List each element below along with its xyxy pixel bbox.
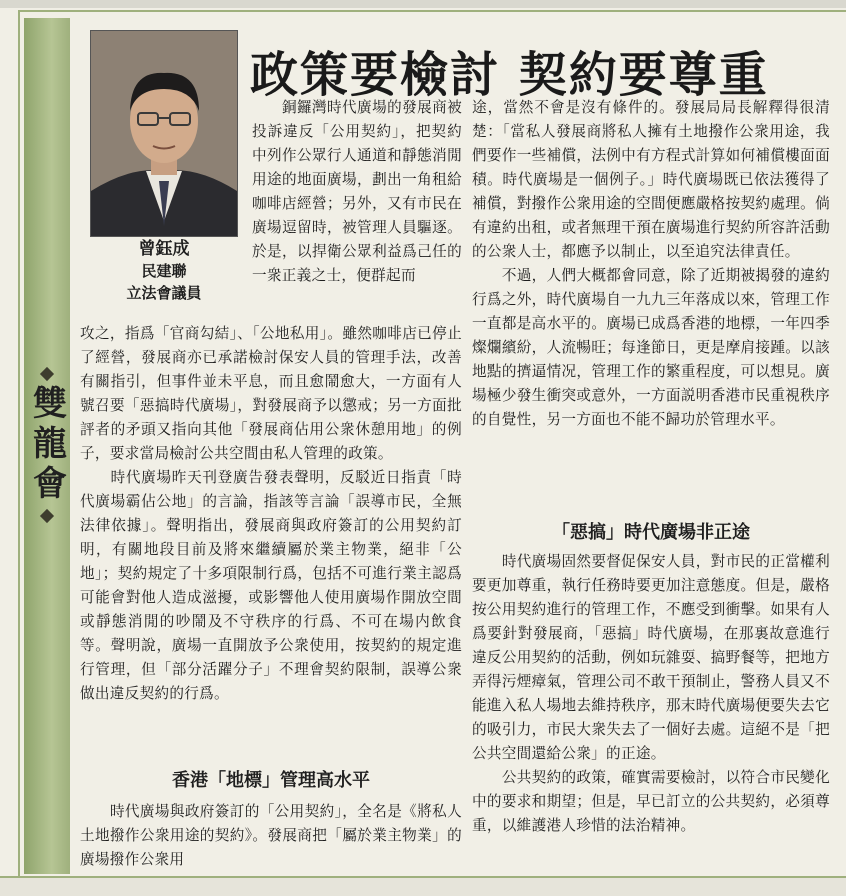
article-intro-top: 銅鑼灣時代廣場的發展商被投訴違反「公用契約」，把契約中列作公眾行人通道和靜態消閒用途的地面廣場，劃出一角租給咖啡店經營；另外，又有市民在廣場逗留時，被管理人員驅逐。於是，以捍衛公眾利益爲己任的一衆正義之士，便群起而 [252,99,462,284]
bottom-band [0,876,846,896]
column-name: 雙龍會 [26,385,67,505]
subhead-spoof: 「惡搞」時代廣場非正途 [552,522,750,543]
author-name: 曾鈺成 [138,239,190,259]
headline: 政策要檢討 契約要尊重 [250,47,769,103]
author-title: 立法會議員 [126,284,202,302]
author-caption [92,238,236,304]
portrait-photo-icon [91,31,237,236]
diamond-icon [40,509,54,523]
article-intro-body: 攻之，指爲「官商勾結」、「公地私用」。雖然咖啡店已停止了經營，發展商亦已承諾檢討保安人員的管理手法，改善有關指引，但事件並未平息，而且愈鬧愈大，一方面有人號召要「惡搞時代廣場」，對發展商予以懲戒；另一方面批評者的矛頭又指向其他「發展商佔用公衆休憩用地」的例子，要求當局檢討公共空間由私人管理的政策。 時代廣場昨天刊登廣告發表聲明，反駁近日指責「時代廣場霸佔公地」的言論，指該等言論「誤導市民，全無法律依據」。聲明指出，發展商與政府簽訂的公用契約訂明，有關地段目前及將來繼續屬於業主物業，絕非「公地」；契約規定了十多項限制行爲，包括不可進行業主認爲可能會對他人造成滋擾，或影響他人使用廣場作開放空間或靜態消閒的吵鬧及不守秩序的行爲、不可在場内飲食等。聲明說，廣場一直開放予公衆使用，按契約的規定進行管理，但「部分活躍分子」不理會契約限制，誤導公衆做出違反契約的行爲。 [80,325,462,702]
author-party: 民建聯 [141,262,187,280]
author-photo [90,30,238,237]
article-column-2-end: 時代廣場固然要督促保安人員，對市民的正當權利要更加尊重，執行任務時要更加注意態度。但是，嚴格按公用契約進行的管理工作，不應受到衝擊。如果有人爲要針對發展商，「惡搞」時代廣場，在那裏故意進行違反公用契約的活動，例如玩雜耍、搞野餐等，把地方弄得污煙瘴氣，管理公司不敢干預制止，警務人員又不能進入私人場地去維持秩序，那末時代廣場便要失去它的吸引力，市民大衆失去了一個好去處。這絕不是「把公共空間還給公衆」的正途。 公共契約的政策，確實需要檢討，以符合市民變化中的要求和期望；但是，早已訂立的公共契約，必須尊重，以維護港人珍惜的法治精神。 [472,553,830,834]
column-name-block [24,363,70,527]
diamond-icon [40,367,54,381]
article-column-2: 途，當然不會是沒有條件的。發展局局長解釋得很清楚：「當私人發展商將私人擁有土地撥作公衆用途，我們要作一些補償，法例中有方程式計算如何補償樓面面積。時代廣場是一個例子。」時代廣場既已依法獲得了補償，對撥作公衆用途的空間便應嚴格按契約處理。倘有違約出租，或者無理干預在廣場進行契約所容許活動的公衆人士，都應予以制止，以至追究法律責任。 不過，人們大概都會同意，除了近期被揭發的違約行爲之外，時代廣場自一九九三年落成以來，管理工作一直都是高水平的。廣場已成爲香港的地標，一年四季燦爛繽紛，人流暢旺；每逢節日，更是摩肩接踵。以該地點的擠逼情况，管理工作的繁重程度，可以想見。廣場極少發生衝突或意外，一方面説明香港市民重視秩序的自覺性，另一方面也不能不歸功於管理水平。 [472,99,830,428]
article-part2-start: 時代廣場與政府簽訂的「公用契約」，全名是《將私人土地撥作公衆用途的契約》。發展商把「屬於業主物業」的廣場撥作公衆用 [80,803,462,868]
top-band [0,0,846,8]
column-sidebar [24,18,70,874]
subhead-landmark: 香港「地標」管理高水平 [172,770,370,791]
